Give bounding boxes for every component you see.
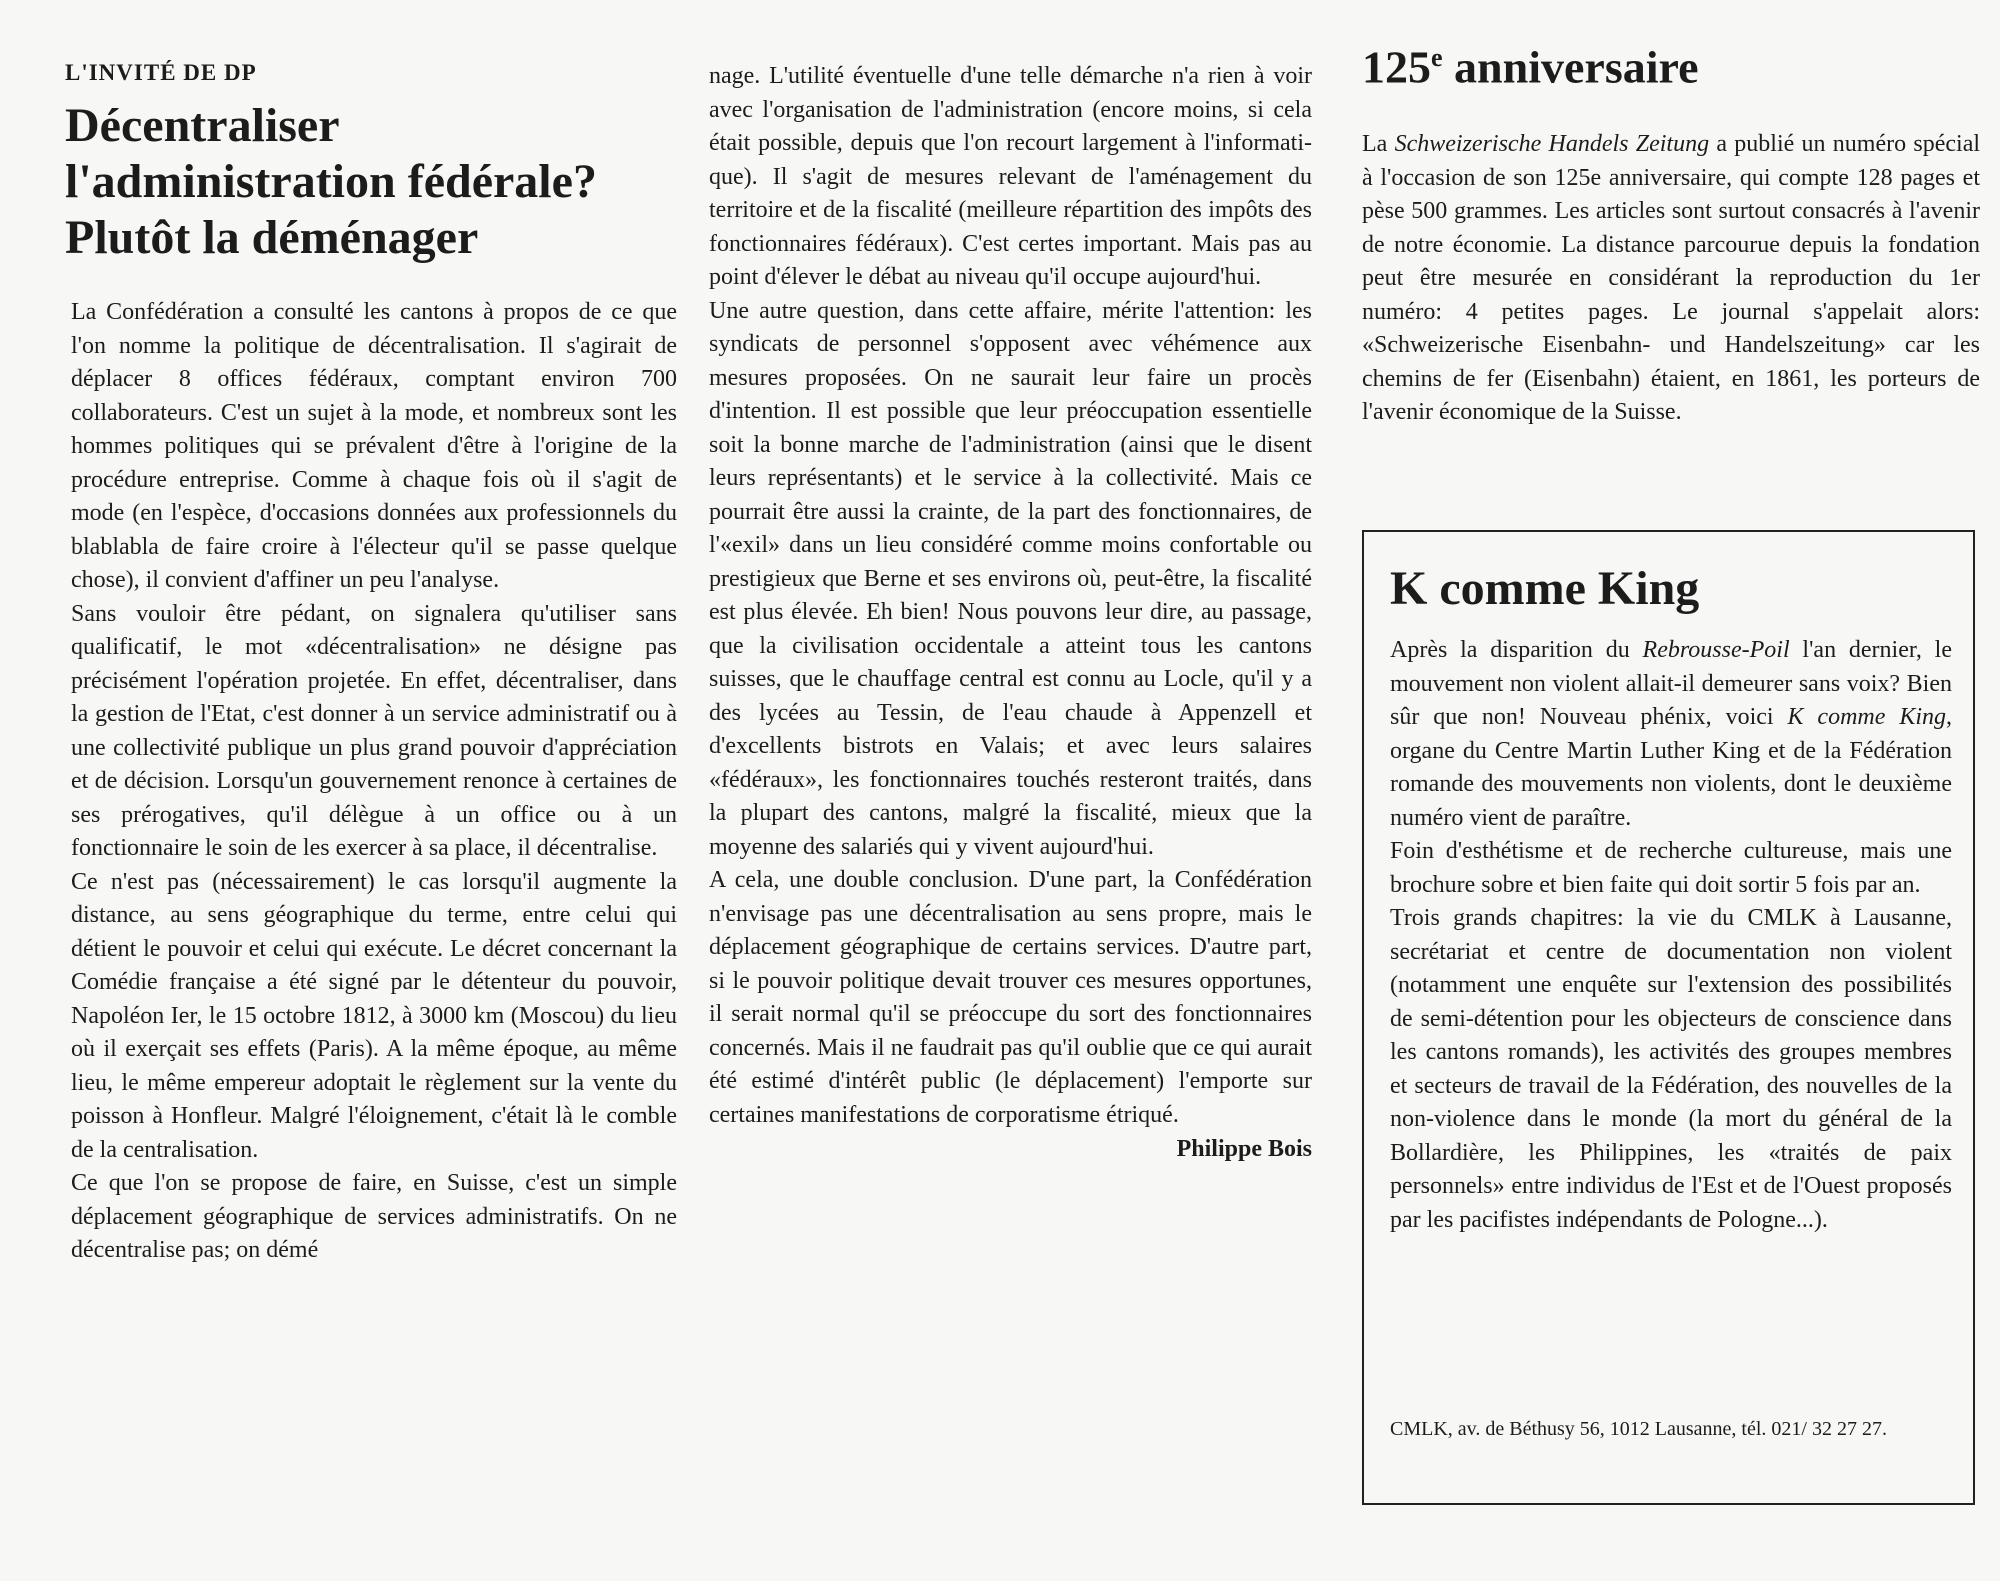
article-paragraph: Sans vouloir être pédant, on signalera qu'utiliser sans qualificatif, le mot «décentralisation» ne désigne pas précisément l'opération projetée. En effet, décentraliser, dans la gestion de l'Etat, c'est donner à un service administratif ou à une collectivité publique un plus grand pouvoir d'appréciation et de décision. Lorsqu'un gouvernement renonce à certaines de ses prérogatives, qu'il délègue à un office ou à un fonctionnaire le soin de les exercer à sa place, il décentralise. [71, 600, 677, 861]
publication-name: Rebrousse-Poil [1642, 637, 1790, 663]
box-address: CMLK, av. de Béthusy 56, 1012 Lausanne, tél. 021/ 32 27 27. [1390, 1418, 1887, 1440]
box-paragraph [1390, 634, 1952, 835]
box-text: l'an dernier, le mouvement non violent allait-il demeurer sans voix? Bien sûr que non! Nouveau phénix, voici [1390, 637, 1953, 730]
box-paragraph: Foin d'esthétisme et de recherche cultureuse, mais une brochure sobre et bien faite qui doit sortir 5 fois par an. [1390, 838, 1952, 898]
anniversary-text: a publié un numéro spécial à l'occasion de son 125e anniversaire, qui compte 128 pages et pèse 500 grammes. Les articles sont surtout consacrés à l'avenir de notre économie. La distance parcourue depuis la fondation peut être mesurée en considérant la reproduction du 1er numéro: 4 petites pages. Le journal s'appelait alors: «Schweizerische Eisenbahn- und Handelszeitung» car les chemins de fer (Eisenbahn) étaient, en 1861, les porteurs de l'avenir économique de la Suisse. [1362, 131, 1981, 425]
anniversary-paragraph [1362, 128, 1980, 430]
article-paragraph: Ce que l'on se propose de faire, en Suisse, c'est un simple déplacement géographique de services administratifs. On ne décentralise pas; on démé [71, 1170, 677, 1263]
article-paragraph: La Confédération a consulté les cantons à propos de ce que l'on nomme la politique de décentralisation. Il s'agirait de déplacer 8 offices fédéraux, comptant environ 700 collaborateurs. C'est un sujet à la mode, et nombreux sont les hommes politiques qui se prévalent d'être à l'origine de la procédure entreprise. Comme à chaque fois où il s'agit de mode (en l'espèce, d'occasions données aux professionnels du blablabla de faire croire à l'électeur qu'il se passe quelque chose), il convient d'affiner un peu l'analyse. [71, 299, 677, 593]
headline-line: l'administration fédérale? [65, 155, 597, 208]
publication-name: K comme King [1787, 704, 1947, 730]
anniversary-body [1362, 128, 1980, 430]
anniversary-title-sup: e [1431, 43, 1443, 72]
section-kicker: L'INVITÉ DE DP [65, 60, 257, 85]
box-title: K comme King [1390, 562, 1700, 615]
article-paragraph: A cela, une double conclusion. D'une part, la Confédération n'envisage pas une décentralisation au sens propre, mais le déplacement géographique de certains services. D'autre part, si le pouvoir politique devait trouver ces mesures opportunes, il serait normal qu'il se préoccupe du sort des fonctionnaires concernés. Mais il ne faudrait pas qu'il oublie que ce qui aurait été estimé d'intérêt public (le déplacement) l'emporte sur certaines manifestations de corporatisme étriqué. [709, 867, 1312, 1128]
box-paragraph: Trois grands chapitres: la vie du CMLK à Lausanne, secrétariat et centre de documentation non violent (notamment une enquête sur l'extension des possibilités de semi-détention pour les objecteurs de conscience dans les cantons romands), les activités des groupes membres et secteurs de travail de la Fédération, des nouvelles de la non-violence dans le monde (la mort du général de la Bollardière, les Philippines, les «traités de paix personnels» entre individus de l'Est et de l'Ouest proposés par les pacifistes indépendants de Pologne...). [1390, 905, 1952, 1233]
headline-line: Décentraliser [65, 99, 340, 152]
box-text: Après la disparition du [1390, 637, 1643, 663]
anniversary-title-text: anniversaire [1442, 41, 1699, 93]
box-text: , organe du Centre Martin Luther King et de la Fédération romande des mouvements non violents, dont le deuxième numéro vient de paraître. [1390, 704, 1953, 831]
box-body [1390, 634, 1952, 1237]
article-headline [65, 98, 597, 266]
k-comme-king-box [1362, 530, 1975, 1505]
anniversary-title-number: 125 [1362, 41, 1431, 93]
article-paragraph: nage. L'utilité éventuelle d'une telle démarche n'a rien à voir avec l'organisation de l'administration (encore moins, si cela était possible, depuis que l'on recourt largement à l'informatique). Il s'agit de mesures relevant de l'aménagement du territoire et de la fiscalité (meilleure répartition des impôts des fonctionnaires fédéraux). C'est certes important. Mais pas au point d'élever le débat au niveau qu'il occupe aujourd'hui. [709, 63, 1312, 290]
article-body-col2 [709, 60, 1312, 1166]
article-signature: Philippe Bois [1176, 1136, 1312, 1162]
anniversary-title [1362, 28, 1699, 97]
headline-line: Plutôt la déménager [65, 211, 479, 264]
article-paragraph: Ce n'est pas (nécessairement) le cas lorsqu'il augmente la distance, au sens géographique du terme, entre celui qui détient le pouvoir et celui qui exécute. Le décret concernant la Comédie française a été signé par le détenteur du pouvoir, Napoléon Ier, le 15 octobre 1812, à 3000 km (Moscou) du lieu où il exerçait ses effets (Paris). A la même époque, au même lieu, le même empereur adoptait le règlement sur la vente du poisson à Honfleur. Malgré l'éloignement, c'était là le comble de la centralisation. [71, 868, 677, 1163]
journal-name: Schweizerische Handels Zeitung [1394, 131, 1710, 157]
anniversary-intro: La [1362, 131, 1395, 157]
article-paragraph: Une autre question, dans cette affaire, mérite l'attention: les syndicats de personnel s'opposent avec véhémence aux mesures proposées. On ne saurait leur faire un procès d'intention. Il est possible que leur préoccupation essentielle soit la bonne marche de l'administration (ainsi que le disent leurs représentants) et le service à la collectivité. Mais ce pourrait être aussi la crainte, de la part des fonctionnaires, de l'«exil» dans un lieu considéré comme moins confortable ou prestigieux que Berne et ses environs où, peut-être, la fiscalité est plus élevée. Eh bien! Nous pouvons leur dire, au passage, que la civilisation occidentale a atteint tous les cantons suisses, que le chauffage central est connu au Locle, qu'il y a des lycées au Tessin, de l'eau chaude à Appenzell et d'excellents bistrots en Valais; et avec leurs salaires «fédéraux», les fonctionnaires touchés resteront traités, dans la plupart des cantons, malgré la fiscalité, mieux que la moyenne des salariés qui y vivent aujourd'hui. [709, 297, 1312, 860]
article-body-col1 [71, 296, 677, 1268]
